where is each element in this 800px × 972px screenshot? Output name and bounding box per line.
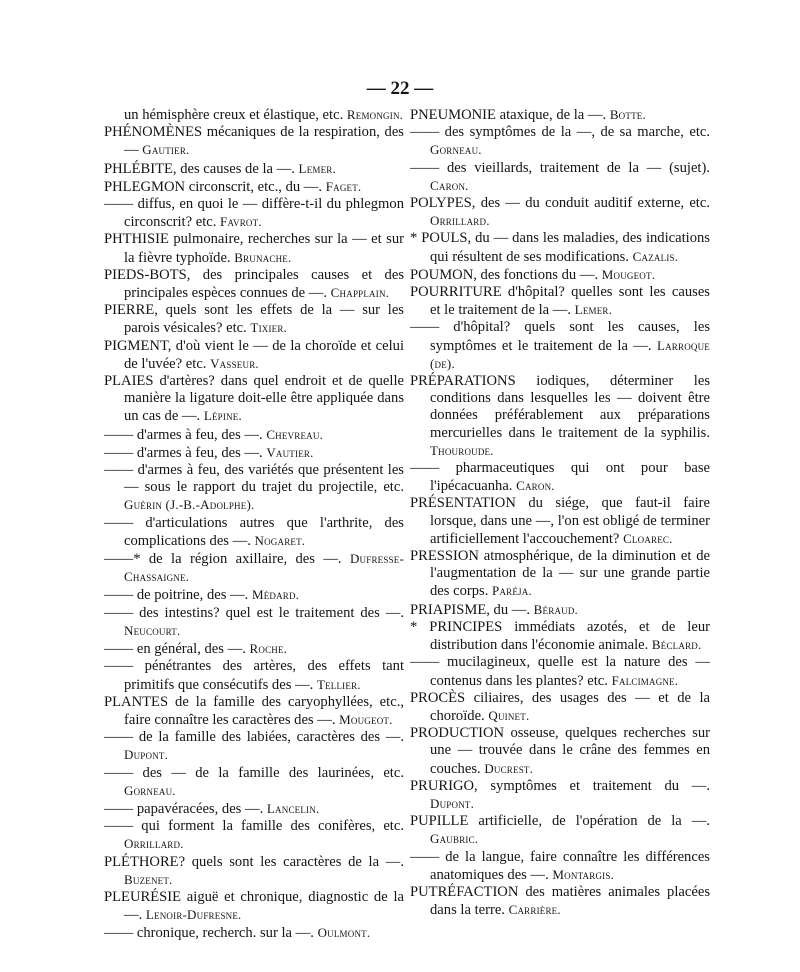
index-entry <box>104 196 404 231</box>
index-entry <box>410 319 710 373</box>
entry-text: —— de poitrine, des —. <box>104 587 252 604</box>
entry-text: PUTRÉFACTION des matières animales placées dans la terre. <box>410 883 710 919</box>
entry-author: Oulmont. <box>317 925 371 941</box>
entry-text: —— chronique, recherch. sur la —. <box>104 925 318 942</box>
index-entry <box>104 462 404 515</box>
entry-author: Thouroude. <box>430 442 494 458</box>
index-entry <box>104 124 404 159</box>
entry-author: Gorneau. <box>430 142 482 158</box>
index-entry <box>104 444 404 462</box>
entry-author: Béraud. <box>533 601 578 617</box>
entry-author: Paréja. <box>492 583 532 599</box>
index-entry <box>104 515 404 550</box>
entry-author: Dupont. <box>430 795 475 811</box>
entry-author: Cazalis. <box>632 248 679 264</box>
entry-text: PIERRE, quels sont les effets de la — sur les parois vésicales? etc. <box>104 302 404 337</box>
entry-author: Vasseur. <box>210 355 259 371</box>
entry-author: Roche. <box>249 641 288 657</box>
entry-author: Neucourt. <box>124 622 181 638</box>
entry-text: —— d'hôpital? quels sont les causes, les symptômes et le traitement de la —. <box>410 319 710 354</box>
index-entry <box>410 373 710 460</box>
entry-text: PRÉPARATIONS iodiques, déterminer les conditions dans lesquelles les — doivent être données préférablement aux préparations mercurielles dans le traitement de la syphilis. <box>410 373 710 441</box>
entry-text: —— d'armes à feu, des —. <box>104 444 267 461</box>
entry-text: un hémisphère creux et élastique, etc. <box>124 107 347 123</box>
index-entry <box>410 884 710 919</box>
entry-text: PRODUCTION osseuse, quelques recherches sur une — trouvée dans le crâne des femmes en couches. <box>410 725 710 777</box>
entry-author: Chevreau. <box>266 426 324 442</box>
entry-author: Mougeot. <box>601 266 656 282</box>
entry-text: —— diffus, en quoi le — diffère-t-il du phlegmon circonscrit? etc. <box>104 196 404 231</box>
entry-text: PIEDS-BOTS, des principales causes et des principales espèces connues de —. <box>104 266 404 302</box>
entry-text: PUPILLE artificielle, de l'opération de la —. <box>410 813 710 830</box>
entry-text: —— de la langue, faire connaître les différences anatomiques des —. <box>410 848 710 883</box>
entry-text: —— en général, des —. <box>104 641 250 658</box>
entry-text: POLYPES, des — du conduit auditif externe, etc. <box>410 195 710 212</box>
entry-text: PRÉSENTATION du siége, que faut-il faire lorsque, dans une —, l'on est obligé de terminer artificiellement l'accouchement? <box>410 495 710 547</box>
entry-text: —— d'armes à feu, des variétés que présentent les — sous le rapport du trajet du projectile, etc. <box>104 462 404 496</box>
entry-text: PHÉNOMÈNES mécaniques de la respiration, des — <box>104 124 404 159</box>
index-entry <box>104 267 404 302</box>
entry-author: Montargis. <box>552 866 614 882</box>
entry-text: PHLEGMON circonscrit, etc., du —. <box>104 178 326 195</box>
entry-author: Gautier. <box>142 142 190 158</box>
entry-author: Ducrest. <box>484 760 534 776</box>
entry-author: Lancelin. <box>266 800 320 816</box>
index-entry <box>104 605 404 640</box>
index-entry <box>410 813 710 848</box>
index-entry <box>104 924 404 942</box>
entry-text: PNEUMONIE ataxique, de la —. <box>410 107 610 123</box>
entry-author: Favrot. <box>220 214 262 230</box>
entry-author: Quinet. <box>488 707 530 723</box>
entry-author: Carrière. <box>508 902 561 918</box>
entry-text: PHLÉBITE, des causes de la —. <box>104 160 299 177</box>
entry-author: Dupont. <box>124 747 169 763</box>
index-entry <box>410 778 710 813</box>
index-entry <box>104 160 404 178</box>
entry-text: —— des symptômes de la —, de sa marche, etc. <box>410 124 710 141</box>
entry-author: Lemer. <box>298 160 336 176</box>
index-entry <box>410 124 710 159</box>
index-entry <box>410 106 710 124</box>
entry-author: Gaubric. <box>430 831 479 847</box>
index-entry <box>410 849 710 884</box>
entry-author: Chapplain. <box>330 285 390 301</box>
entry-author: Tixier. <box>250 320 288 336</box>
entry-author: Caron. <box>516 478 555 494</box>
index-entry <box>104 373 404 426</box>
entry-text: —— pharmaceutiques qui ont pour base l'ipécacuanha. <box>410 460 710 495</box>
entry-text: —— des intestins? quel est le traitement des —. <box>104 604 404 621</box>
entry-text: PLANTES de la famille des caryophyllées, etc., faire connaître les caractères des —. <box>104 693 404 728</box>
entry-text: —— des vieillards, traitement de la — (sujet). <box>410 159 710 176</box>
entry-text: PRIAPISME, du —. <box>410 601 534 618</box>
index-entry <box>410 230 710 265</box>
index-entry <box>104 106 404 124</box>
index-entry <box>104 550 404 586</box>
index-entry <box>104 800 404 818</box>
entry-author: Dufresse-Chassaigne. <box>124 551 404 585</box>
index-entry <box>410 601 710 619</box>
entry-text: —— papavéracées, des —. <box>104 800 267 817</box>
entry-author: Falcimagne. <box>611 672 679 688</box>
index-entry <box>104 765 404 800</box>
entry-text: —— des — de la famille des laurinées, etc. <box>104 764 404 781</box>
entry-text: PRURIGO, symptômes et traitement du —. <box>410 777 710 794</box>
entry-text: —— mucilagineux, quelle est la nature des — contenus dans les plantes? etc. <box>410 654 710 689</box>
entry-text: —— pénétrantes des artères, des effets tant primitifs que consécutifs des —. <box>104 658 404 693</box>
entry-text: PHTHISIE pulmonaire, recherches sur la — et sur la fièvre typhoïde. <box>104 231 404 266</box>
index-entry <box>104 302 404 337</box>
entry-author: Remongin. <box>346 107 404 122</box>
right-column <box>410 106 710 919</box>
entry-text: ——* de la région axillaire, des —. <box>104 551 350 568</box>
entry-text: PROCÈS ciliaires, des usages des — et de la choroïde. <box>410 689 710 724</box>
entry-text: PIGMENT, d'où vient le — de la choroïde et celui de l'uvée? etc. <box>104 337 404 372</box>
index-entry <box>104 231 404 266</box>
entry-author: Béclard. <box>651 637 702 653</box>
index-entry <box>410 619 710 654</box>
entry-text: PRESSION atmosphérique, de la diminution et de l'augmentation de la — sur une grande partie des corps. <box>410 548 710 600</box>
entry-text: * POULS, du — dans les maladies, des indications qui résultent de ses modifications. <box>410 230 710 265</box>
index-entry <box>410 654 710 689</box>
entry-author: Larroque (de). <box>430 337 710 371</box>
entry-author: Nogaret. <box>254 532 306 548</box>
entry-author: Orrillard. <box>430 213 490 229</box>
entry-author: Mougeot. <box>339 711 393 727</box>
index-entry <box>104 729 404 764</box>
entry-text: PLEURÉSIE aiguë et chronique, diagnostic de la —. <box>104 888 404 924</box>
index-entry <box>104 694 404 729</box>
index-entry <box>104 640 404 658</box>
index-entry <box>410 266 710 284</box>
index-entry <box>104 854 404 889</box>
entry-author: Faget. <box>325 178 362 194</box>
entry-text: PLAIES d'artères? dans quel endroit et de quelle manière la ligature doit-elle être appliquée dans un cas de —. <box>104 373 404 425</box>
index-entry <box>104 658 404 693</box>
index-entry <box>104 338 404 373</box>
entry-author: Gorneau. <box>124 782 176 798</box>
index-entry <box>410 495 710 548</box>
index-entry <box>410 548 710 601</box>
index-entry <box>410 195 710 230</box>
entry-author: Cloarec. <box>623 530 673 546</box>
entry-author: Lépine. <box>203 408 242 424</box>
index-entry <box>410 460 710 495</box>
entry-author: Botte. <box>609 107 646 122</box>
entry-text: PLÉTHORE? quels sont les caractères de la —. <box>104 853 404 870</box>
entry-text: POURRITURE d'hôpital? quelles sont les causes et le traitement de la —. <box>410 284 710 319</box>
index-entry <box>104 178 404 196</box>
entry-text: —— de la famille des labiées, caractères des —. <box>104 729 404 746</box>
entry-author: Lenoir-Dufresne. <box>145 907 242 923</box>
index-entry <box>410 725 710 778</box>
index-entry <box>104 889 404 924</box>
entry-text: —— d'articulations autres que l'arthrite, des complications des —. <box>104 514 404 549</box>
entry-author: Caron. <box>430 177 469 193</box>
page-number: — 22 — <box>366 78 434 99</box>
entry-author: Brunache. <box>234 249 292 265</box>
entry-text: —— d'armes à feu, des —. <box>104 426 267 443</box>
index-entry <box>410 284 710 319</box>
entry-author: Orrillard. <box>124 836 184 852</box>
entry-text: * PRINCIPES immédiats azotés, et de leur distribution dans l'économie animale. <box>410 618 710 654</box>
entry-author: Buzenet. <box>124 871 173 887</box>
index-entry <box>410 690 710 725</box>
left-column <box>104 106 404 943</box>
index-entry <box>104 426 404 444</box>
entry-text: POUMON, des fonctions du —. <box>410 266 602 283</box>
entry-author: Lemer. <box>574 302 613 318</box>
index-entry <box>104 586 404 604</box>
index-entry <box>104 818 404 853</box>
entry-author: Guérin (J.-B.-Adolphe). <box>124 497 255 513</box>
entry-author: Tellier. <box>316 676 361 692</box>
entry-author: Vautier. <box>266 444 314 460</box>
entry-author: Médard. <box>251 587 300 603</box>
entry-text: —— qui forment la famille des conifères, etc. <box>104 818 404 835</box>
index-entry <box>410 160 710 195</box>
